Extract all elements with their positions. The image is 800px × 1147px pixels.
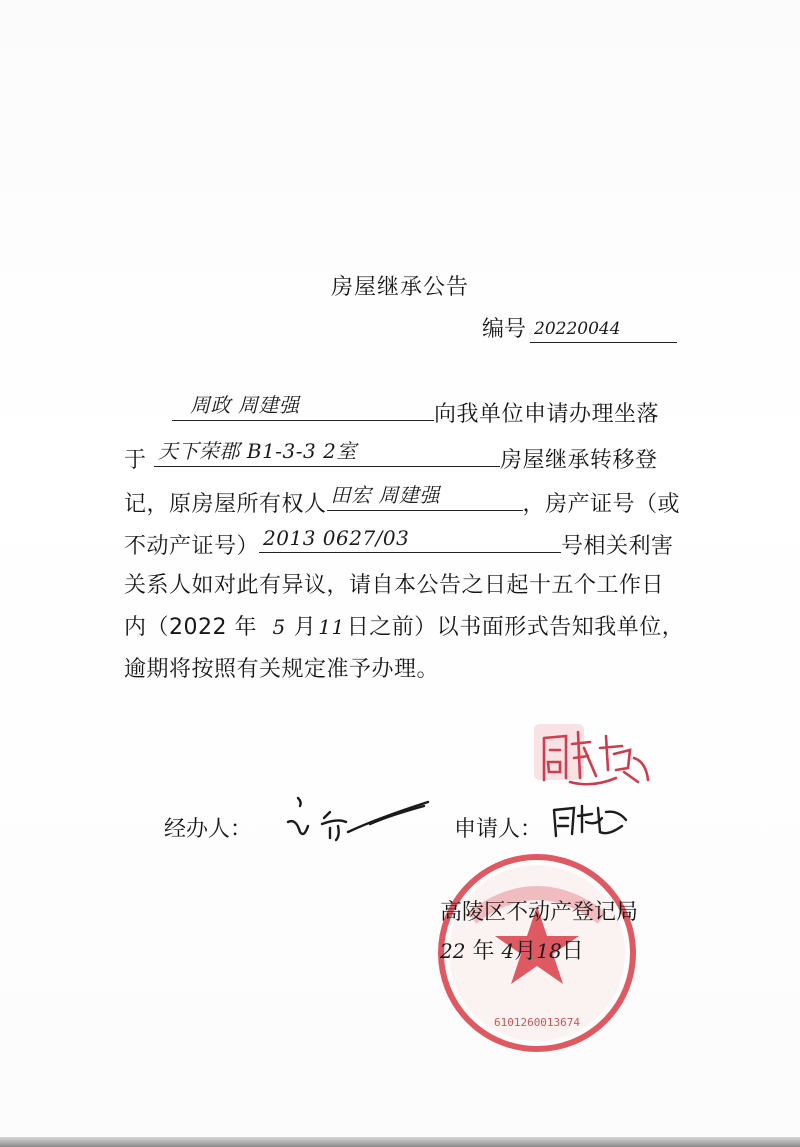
seal-number: 610126001367​4 bbox=[493, 1016, 581, 1029]
top-signature-image bbox=[530, 718, 660, 798]
date-year-label: 年 bbox=[472, 939, 495, 964]
body-line-6 bbox=[124, 610, 684, 641]
date-month: 4 bbox=[501, 939, 515, 963]
deadline-day: 11 bbox=[318, 615, 345, 639]
original-owners: 田宏 周建强 bbox=[330, 483, 440, 507]
body-text-6a: 内（2022 年 bbox=[124, 615, 257, 640]
applicant-names-field bbox=[172, 394, 434, 421]
handler-signature-image bbox=[278, 788, 438, 844]
date-year: 22 bbox=[440, 939, 466, 963]
issue-date bbox=[440, 934, 584, 965]
body-text-3-post: ，房产证号（或 bbox=[522, 492, 681, 517]
serial-number: 20220044 bbox=[534, 319, 621, 339]
body-line-1 bbox=[172, 394, 659, 428]
handler-label: 经办人： bbox=[164, 817, 253, 842]
body-line-7: 逾期将按照有关规定准予办理。 bbox=[124, 657, 440, 682]
body-text-4-post: 号相关利害 bbox=[561, 534, 674, 559]
date-day-label: 日 bbox=[561, 939, 584, 964]
original-owners-field bbox=[327, 484, 523, 511]
applicant-names: 周政 周建强 bbox=[190, 393, 300, 417]
issuing-bureau: 高陵区不动产登记局 bbox=[440, 900, 639, 925]
applicant-label: 申请人： bbox=[454, 817, 543, 842]
serial-label: 编号 bbox=[482, 317, 527, 342]
body-line-4 bbox=[124, 526, 674, 560]
body-text-6b: 月 bbox=[293, 615, 317, 640]
page-title: 房屋继承公告 bbox=[330, 275, 469, 300]
body-text-2-post: 房屋继承转移登 bbox=[500, 448, 658, 473]
property-location: 天下荣郡 B1-3-3 2室 bbox=[158, 439, 357, 463]
cert-number-field bbox=[259, 526, 561, 553]
scan-edge bbox=[0, 1137, 800, 1147]
body-line-2 bbox=[124, 440, 658, 474]
date-month-label: 月 bbox=[514, 939, 537, 964]
body-text-1: 向我单位申请办理坐落 bbox=[434, 402, 660, 427]
date-day: 18 bbox=[536, 939, 562, 963]
body-text-2-pre: 于 bbox=[124, 448, 147, 473]
body-line-3 bbox=[124, 484, 680, 518]
body-text-6c: 日之前）以书面形式告知我单位， bbox=[346, 615, 685, 640]
cert-number: 2013 0627/03 bbox=[263, 526, 410, 550]
applicant-signature-image bbox=[546, 796, 636, 842]
body-text-4-pre: 不动产证号） bbox=[124, 534, 260, 559]
body-line-5: 关系人如对此有异议，请自本公告之日起十五个工作日 bbox=[124, 573, 665, 598]
deadline-month: 5 bbox=[272, 615, 286, 639]
location-field bbox=[154, 440, 500, 467]
body-text-3-pre: 记，原房屋所有权人 bbox=[124, 492, 327, 517]
serial-number-field bbox=[530, 314, 677, 343]
